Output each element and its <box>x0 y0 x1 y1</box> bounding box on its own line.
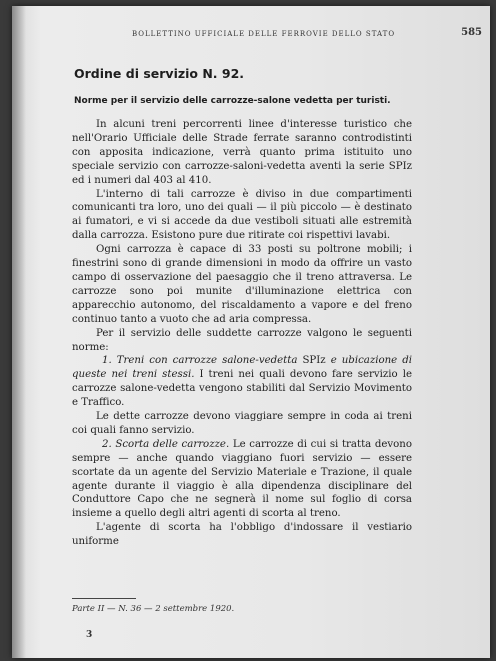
footer-rule <box>72 598 136 599</box>
item-2-heading: 2. Scorta delle carrozze. <box>102 438 230 450</box>
item-1-paragraph-2: Le dette carrozze devono viaggiare sempre in coda ai treni coi quali fanno servizio. <box>72 411 412 436</box>
signature-mark: 3 <box>86 630 93 640</box>
item-1-text: I treni nei quali devono fare servizio le carrozze salone-vedetta vengono stabiliti dal Servizio Movimento e Traffico. <box>72 369 412 409</box>
order-subtitle: Norme per il servizio delle carrozze-salone vedetta per turisti. <box>74 96 391 106</box>
order-title: Ordine di servizio N. 92. <box>74 66 245 81</box>
item-1 <box>72 354 412 410</box>
paragraph-4: Per il servizio delle suddette carrozze valgono le seguenti norme: <box>72 327 412 353</box>
item-2 <box>72 438 412 521</box>
running-title: BOLLETTINO UFFICIALE DELLE FERROVIE DELLO STATO <box>132 30 396 38</box>
footer-note: Parte II — N. 36 — 2 settembre 1920. <box>72 604 235 614</box>
page-number: 585 <box>461 27 482 38</box>
last-line: L'agente di scorta ha l'obbligo d'indossare il vestiario uniforme <box>72 522 412 548</box>
item-2-text: Le carrozze di cui si tratta devono sempre — anche quando viaggiano fuori servizio — essere scortate da un agente del Servizio Materiale e Trazione, il quale agente durante il viaggio è alla dipendenza disciplinare del Conduttore Capo che ne segnerà il nome sul foglio di corsa insieme a quello degli altri agenti di scorta al treno. <box>72 438 412 520</box>
item-1-series: SPIz <box>297 355 331 367</box>
paragraph-3: Ogni carrozza è capace di 33 posti su poltrone mobili; i finestrini sono di grande dimensioni in modo da offrire un vasto campo di osservazione del paesaggio che il treno attraversa. Le carrozze sono poi munite d'illuminazione elettrica con apparecchio autonomo, del riscaldamento a vapore e del freno continuo tanto a vuoto che ad aria compressa. <box>72 244 412 325</box>
body-text <box>72 118 412 549</box>
paragraph-2: L'interno di tali carrozze è diviso in due compartimenti comunicanti tra loro, uno dei quali — il più piccolo — è destinato ai fumatori, e vi si accede da due vestiboli situati alle estremità dalla carrozza. Esistono pure due ritirate coi rispettivi lavabi. <box>72 188 412 242</box>
item-1-heading: 1. Treni con carrozze salone-vedetta <box>102 355 298 367</box>
running-header <box>132 27 482 38</box>
document-page <box>12 6 490 658</box>
paragraph-1: In alcuni treni percorrenti linee d'interesse turistico che nell'Orario Ufficiale delle Strade ferrate saranno controdistinti con apposita indicazione, verrà quanto prima istituito uno speciale servizio con carrozze-saloni-vedetta aventi la serie SPIz ed i numeri dal 403 al 410. <box>72 119 412 186</box>
item-1-heading-cont: e ubicazione di queste nei treni stessi. <box>72 355 413 381</box>
